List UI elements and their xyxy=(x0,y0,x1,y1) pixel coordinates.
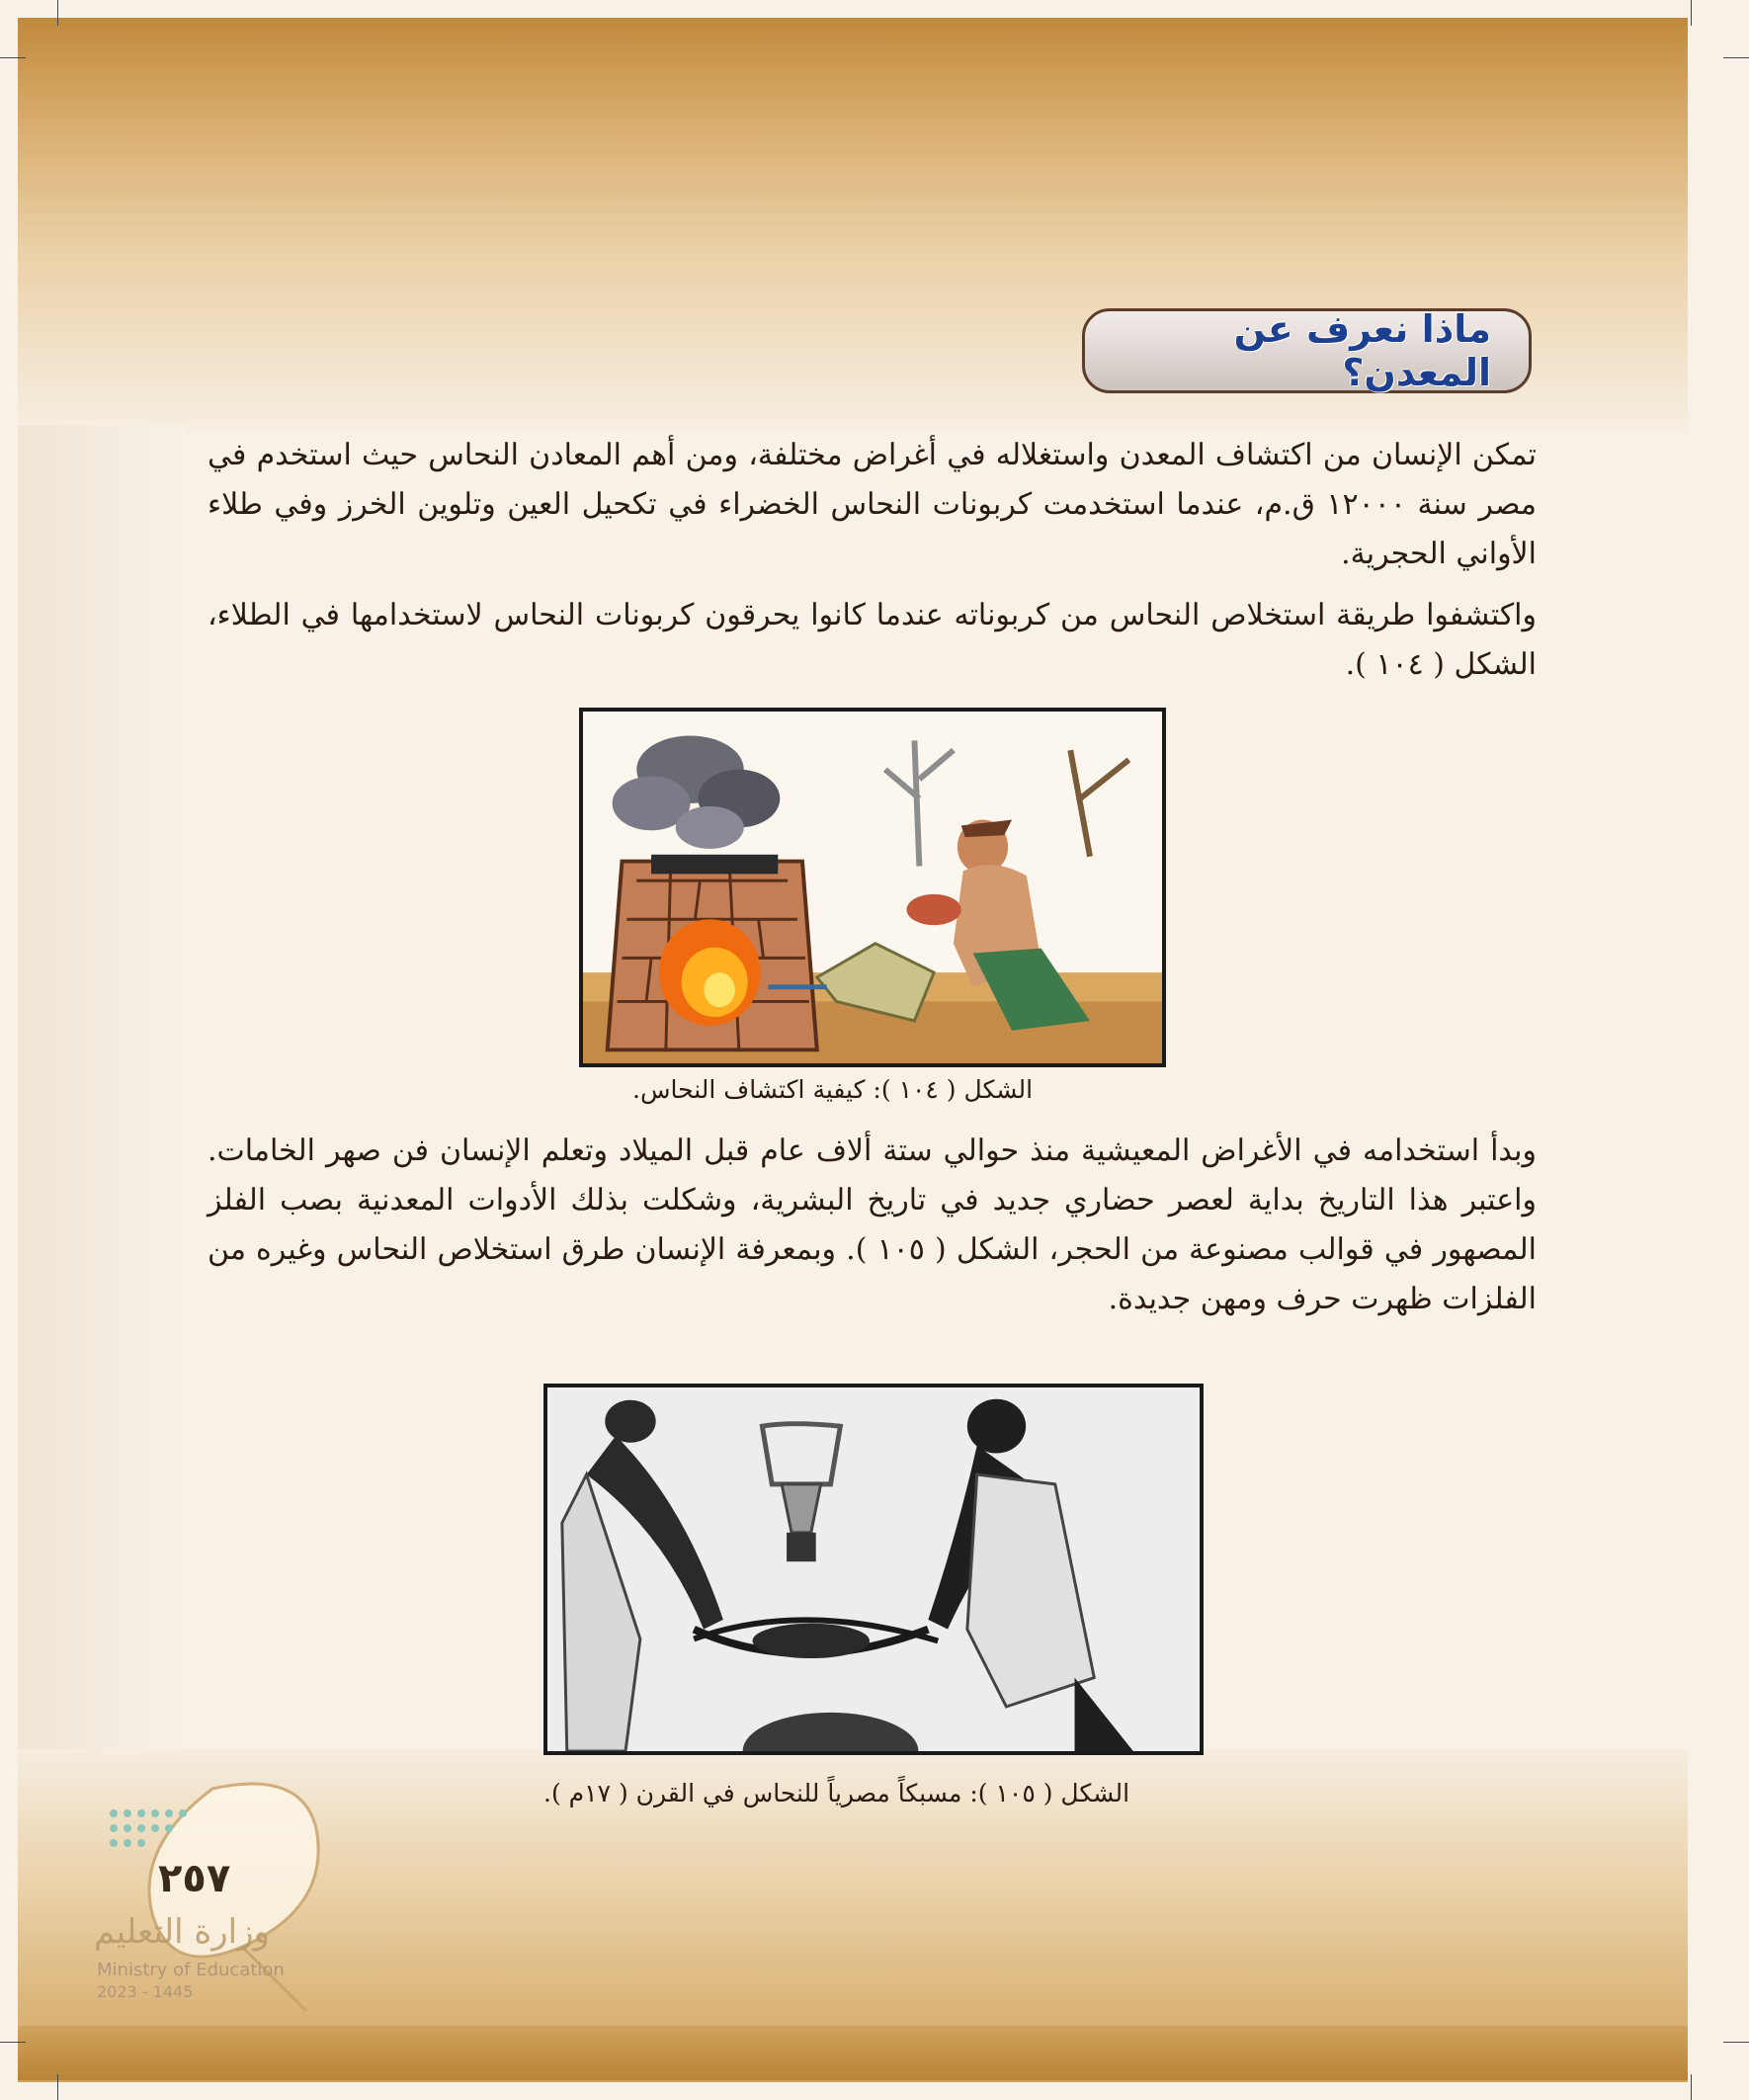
crop-mark xyxy=(57,2074,58,2100)
ministry-name-arabic: وزارة التعليم xyxy=(94,1912,270,1952)
crop-mark xyxy=(1691,2074,1692,2100)
crop-mark xyxy=(0,57,26,58)
paragraph-intro: تمكن الإنسان من اكتشاف المعدن واستغلاله في أغراض مختلفة، ومن أهم المعادن النحاس حيث استخدم في مصر سنة ١٢٠٠٠ ق.م، عندما استخدمت كربونات النحاس الخضراء في تكحيل العين وتلوين الخرز وفي طلاء الأواني الحجرية. xyxy=(208,438,1537,571)
crop-mark xyxy=(1723,57,1749,58)
left-background-strip xyxy=(18,425,186,1749)
figure-104-image xyxy=(579,708,1166,1067)
section-header xyxy=(1082,308,1532,393)
crop-mark xyxy=(57,0,58,26)
figure-105-image xyxy=(543,1384,1204,1755)
crop-mark xyxy=(1691,0,1692,26)
paragraph-usage: وبدأ استخدامه في الأغراض المعيشية منذ حوالي ستة ألاف عام قبل الميلاد وتعلم الإنسان فن صهر الخامات. واعتبر هذا التاريخ بداية لعصر حضاري جديد في تاريخ البشرية، وشكلت بذلك الأدوات المعدنية بصب الفلز المصهور في قوالب مصنوعة من الحجر، الشكل ( ١٠٥ ). وبمعرفة الإنسان طرق استخلاص النحاس وغيره من الفلزات ظهرت حرف ومهن جديدة. xyxy=(208,1134,1537,1316)
section-title: ماذا نعرف عن المعدن؟ xyxy=(1233,307,1491,394)
bottom-edge-band xyxy=(18,2026,1688,2080)
figure-104-caption: الشكل ( ١٠٤ ): كيفية اكتشاف النحاس. xyxy=(632,1075,1034,1104)
paragraph-discovery: واكتشفوا طريقة استخلاص النحاس من كربوناته عندما كانوا يحرقون كربونات النحاس لاستخدامها في الطلاء، الشكل ( ١٠٤ ). xyxy=(208,598,1537,682)
crop-mark xyxy=(0,2042,26,2043)
figure-105-caption: الشكل ( ١٠٥ ): مسبكاً مصرياً للنحاس في القرن ( ١٧م ). xyxy=(543,1779,1130,1807)
ministry-year: 2023 - 1445 xyxy=(97,1982,194,2001)
page-number: ٢٥٧ xyxy=(158,1856,231,1901)
crop-mark xyxy=(1723,2042,1749,2043)
ministry-name-english: Ministry of Education xyxy=(97,1960,285,1980)
